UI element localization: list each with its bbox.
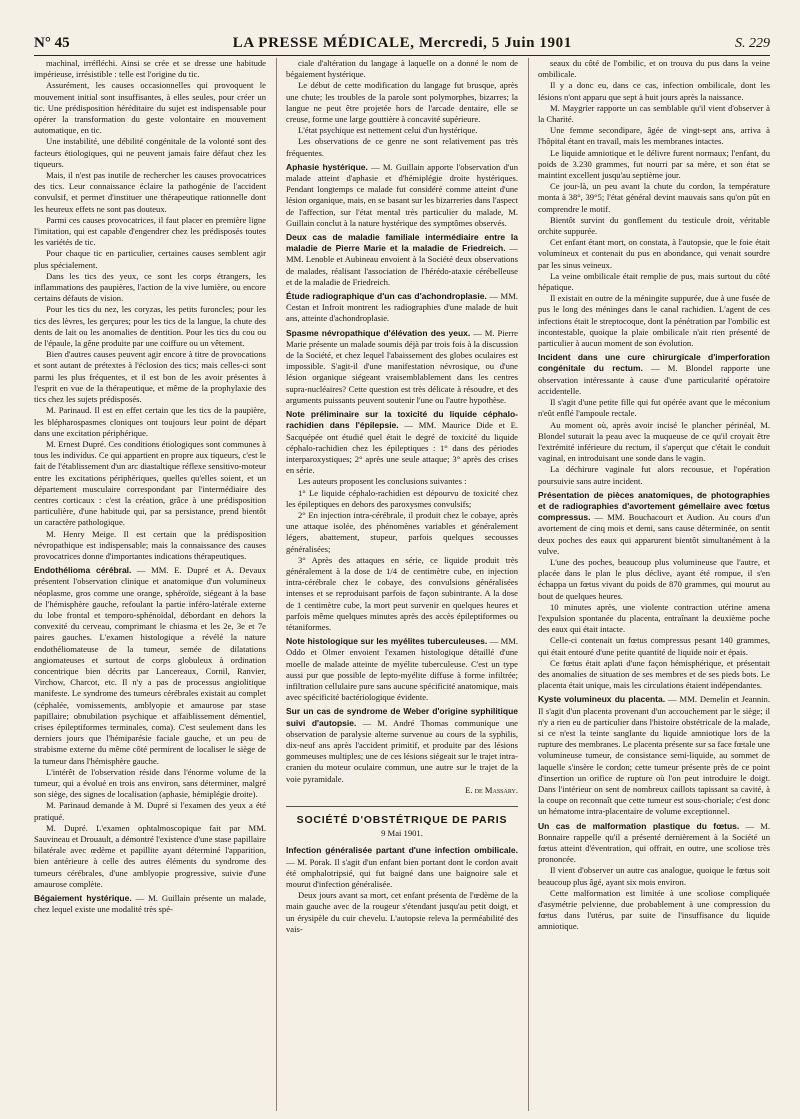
section-heading: Kyste volumineux du placenta. [538,694,666,705]
section-entry [286,706,518,784]
paragraph: La veine ombilicale était remplie de pus, mais surtout du côté hépatique. [538,270,770,293]
paragraph: Parmi ces causes provocatrices, il faut placer en première ligne l'imitation, qui est capable d'engendrer chez les prédisposés toutes les variétés de tic. [34,214,266,248]
paragraph: 1° Le liquide céphalo-rachidien est dépourvu de toxicité chez les épileptiques en dehors des paroxysmes convulsifs; [286,487,518,509]
paragraph: Assurément, les causes occasionnelles qui provoquent le mouvement initial sont insuffisantes, à elles seules, pour créer un tic. Une prédisposition héréditaire du sujet est indispensable pour opérer la transformation du geste volontaire en mouvement automatique, en tic. [34,80,266,136]
paragraph: L'une des poches, beaucoup plus volumineuse que l'autre, et placée dans le plan le plus déclive, ayant été rompue, il s'en échappa un fœtus vivant du poids de 870 grammes, qui mourut au bout de quelques heures. [538,556,770,601]
section-body: — MM. Cestan et Infroit montrent les radiographies d'une malade de huit ans, atteinte d'achondroplasie. [286,291,518,324]
paragraph: ciale d'altération du langage à laquelle on a donné le nom de bégaiement hystérique. [286,58,518,80]
paragraph: Ce jour-là, un peu avant la chute du cordon, la température monta à 38°, 39°5; l'état général devint mauvais sans qu'on pût en comprendre le motif. [538,181,770,214]
section-heading: Note préliminaire sur la toxicité du liquide céphalo-rachidien dans l'épilepsie. [286,409,518,431]
column-middle [276,58,518,1111]
section-entry [538,694,770,817]
section-entry [538,821,770,866]
paragraph: Deux jours avant sa mort, cet enfant présenta de l'œdème de la main gauche avec de la rougeur s'étendant jusqu'au petit doigt, et un érysipèle du cuir chevelu. L'autopsie releva la perméabilité des vais- [286,890,518,934]
paragraph: L'état psychique est nettement celui d'un hystérique. [298,125,478,136]
section-entry [286,409,518,476]
paragraph: Le début de cette modification du langage fut brusque, après une chute; les troubles de la parole sont polymorphes, bizarres; la langue ne peut être projetée hors de l'arcade dentaire, elle se creuse, forme une large gouttière à concavité supérieure. [286,80,518,125]
issue-number: N° 45 [34,35,70,51]
paragraph: L'intérêt de l'observation réside dans l'énorme volume de la tumeur, qui a évolué en trois ans environ, sans déterminer, malgré son siège, des signes de localisation (aphasie, hémiplégie droite). [34,766,266,800]
paragraph: M. Parinaud demande à M. Dupré si l'examen des yeux a été pratiqué. [34,800,266,822]
session-date: 9 Mai 1901. [381,828,423,839]
paragraph: 2° En injection intra-cérébrale, il produit chez le cobaye, après une attaque isolée, des phénomènes variables et généralement légers, abattement, stupeur, parfois quelques secousses généralisées; [286,509,518,554]
section-entry [538,490,770,557]
section-heading: Bégaiement hystérique. [34,893,132,904]
section-entry [286,232,518,288]
paragraph: 3° Après des attaques en série, ce liquide produit très généralement à la dose de 1/4 de centimètre cube, en injection intra-cérébrale chez le cobaye, des convulsions généralisées intenses et se reproduisant parfois de façon subintrante. A la dose de 1 centimètre cube, la mort peut survenir en quelques heures et parfois même quelques minutes après des accès épileptiformes ou tétaniformes. [286,554,518,632]
section-heading: Spasme névropathique d'élévation des yeux. [286,327,471,338]
society-heading: SOCIÉTÉ D'OBSTÉTRIQUE DE PARIS [286,806,518,826]
text-columns [34,58,770,1111]
section-heading: Endothélioma cérébral. [34,565,132,576]
paragraph: M. Henry Meige. Il est certain que la prédisposition névropathique est indispensable; mais la connaissance des causes provocatrices donne d'importantes indications thérapeutiques. [34,528,266,561]
section-heading: Présentation de pièces anatomiques, de photographies et de radiographies d'avortement gémellaire avec fœtus compressus. [538,489,770,523]
paragraph: 10 minutes après, une violente contraction utérine amena l'expulsion spontanée du placenta, entraînant la deuxième poche des eaux qui était intacte. [538,601,770,635]
section-body: — MM. Oddo et Olmer envoient l'examen histologique détaillé d'une moelle de malade atteinte de myélite tuberculeuse. C'est un type aussi pur que possible de lepto-myélite diffuse à forme infiltrée; infiltration cellulaire pure sans aucune spécificité anatomique, mais avec spécificité bactériologique évidente. [286,636,518,703]
paragraph: Les auteurs proposent les conclusions suivantes : [298,476,467,487]
paragraph: Une instabilité, une débilité congénitale de la volonté sont des facteurs étiologiques, qui ne peuvent jamais faire défaut chez les tiqueurs. [34,136,266,169]
section-heading: Sur un cas de syndrome de Weber d'origine syphilitique suivi d'autopsie. [286,706,518,728]
paragraph: M. Maygrier rapporte un cas semblable qu'il vient d'observer à la Charité. [538,102,770,125]
column-right [528,58,770,1111]
section-heading: Note histologique sur les myélites tuberculeuses. [286,636,488,647]
journal-title: LA PRESSE MÉDICALE, Mercredi, 5 Juin 1901 [232,35,572,51]
section-body: — M. Blondel rapporte une observation intéressante à cause d'une particularité opératoire accidentelle. [538,363,770,396]
section-body: — M. Guillain apporte l'observation d'un malade atteint d'aphasie et d'hémiplégie droite hystériques. Pendant longtemps ce malade fut considéré comme atteint d'une lésion organique, mais, en se basant sur les bizarreries dans l'aspect de l'affection, sur l'état mental très particulier du malade, M. Guillain conclut à la nature hystérique des symptômes observés. [286,161,518,228]
section-body: — M. Pierre Marie présente un malade soumis déjà par trois fois à la discussion de la Société, et chez lequel l'abaissement des globes oculaires est impossible. S'agit-il d'une manifestation névrosique, ou d'une lésion organique siégeant vraisemblablement dans les centres supra-nucléaires? Cette question est très délicate à résoudre, et des arguments puissants peuvent soutenir l'une ou l'autre hypothèse. [286,327,518,405]
section-entry [286,328,518,406]
paragraph: Il vient d'observer un autre cas analogue, quoique le fœtus soit beaucoup plus âgé, ayant six mois environ. [538,865,770,887]
paragraph: Il existait en outre de la méningite suppurée, due à une fusée de pus le long des méninges dans le canal rachidien. L'agent de ces infections était le streptocoque, dont la pénétration par l'ombilic est incontestable, quoique la plaie ombilicale n'ait rien présenté de particulier à aucun moment de son évolution. [538,293,770,349]
section-body: — MM. Lenoble et Aubineau envoient à la Société deux observations de malades, réalisant l'association de l'hérédo-ataxie cérébelleuse et de la maladie de Friedreich. [286,243,518,287]
paragraph: La déchirure vaginale fut alors recousue, et l'opération poursuivie sans autre incident. [538,464,770,486]
paragraph: seaux du côté de l'ombilic, et on trouva du pus dans la veine ombilicale. [538,58,770,80]
section-entry [34,565,266,767]
paragraph: Il s'agit d'une petite fille qui fut opérée avant que le méconium n'eût enflé l'ampoule rectale. [538,397,770,419]
paragraph: Il y a donc eu, dans ce cas, infection ombilicale, dont les lésions n'ont apparu que sept à huit jours après la naissance. [538,80,770,102]
section-body: — M. Porak. Il s'agit d'un enfant bien portant dont le cordon avait été omphalotripsié, qui fut baigné dans une baignoire sale et mourut d'infection généralisée. [286,856,518,890]
author-signature: E. de Massary. [465,784,518,795]
section-body: — MM. E. Dupré et A. Devaux présentent l'observation clinique et anatomique d'un volumineux néoplasme, gros comme une orange, sphéroïde, siégeant à la base de l'hémisphère gauche, refoulant la partie inféro-latérale externe du lobe frontal et temporo-sphénoïdal, débordant en dehors la convexité du cerveau, comprimant le chiasma et les 2e, 3e et 7e paires gauches. L'examen histologique a révélé la nature endothéliomateuse de la tumeur, semée de dilatations angiomateuses et surtout de corps globuleux à ordination concentrique bien décrits par Lancereaux, Cornil, Ranvier, Virchow, Charcot, etc. Il n'y a pas de processus angiolitique manifeste. Le syndrome des tumeurs cérébrales existait au complet (céphalée, vomissements, amblyopie et amaurose par stase papillaire; obnubilation psychique et affaiblissement démentiel, crises épileptiformes terminales, coma). C'est seulement dans les derniers jours que l'hémiparésie faciale gauche, et un peu de strabisme externe du même côté permirent de localiser le siège de la tumeur dans l'hémisphère gauche. [34,565,266,766]
section-body: — MM. Demelin et Jeannin. Il s'agit d'un placenta provenant d'un accouchement par le siège; il n'y a rien eu de particulier dans l'histoire obstétricale de la malade, si ce n'est la teinte sanglante du liquide amniotique lors de la rupture des membranes. Le placenta présente sur sa face fœtale une volumineuse tumeur, de consistance semi-liquide, au sommet de laquelle s'insère le cordon; cette tumeur présente près de ce point d'insertion un orifice de rupture où l'on peut introduire le doigt. Dans l'intérieur on sent de nombreux caillots tapissant sa cavité, à la coupe on reconnaît que cette tumeur est sous-choriale; c'est donc un hématome intra-placentaire de volume exceptionnel. [538,694,770,817]
section-entry [34,893,266,915]
paragraph: Dans les tics des yeux, ce sont les corps étrangers, les inflammations des paupières, l'action de la vive lumière, ou encore certains défauts de vision. [34,270,266,304]
section-body: — M. André Thomas communique une observation de paralysie alterne survenue au cours de la syphilis, dix-neuf ans après l'accident primitif, et produite par des lésions gommeuses multiples; une de ces lésions siégeait sur le trajet intra-cranien du moteur oculaire commun, une autre sur le trajet de la voie pyramidale. [286,717,518,784]
paragraph: Pour les tics du nez, les coryzas, les petits furoncles; pour les tics des lèvres, les gerçures; pour les tics de la langue, la chute des dents de lait ou les anomalies de dentition. Pour les tics du cou ou de l'épaule, la gêne produite par une coiffure ou un vêtement. [34,304,266,349]
paragraph: Cette malformation est limitée à une scoliose compliquée d'asymétrie pelvienne, due probablement à une compression du fœtus dans l'utérus, par suite de l'insuffisance du liquide amniotique. [538,887,770,932]
paragraph: Au moment où, après avoir incisé le plancher périnéal, M. Blondel suturait la peau avec la muqueuse de ce qu'il croyait être l'extrémité inférieure du rectum, il s'aperçut que c'était le conduit vaginal, en introduisant une sonde dans le vagin. [538,419,770,464]
section-body: — MM. Bouchacourt et Audion. Au cours d'un avortement de cinq mois et demi, sans cause déterminée, on sentit deux poches des eaux qui apparurent bientôt simultanément à la vulve. [538,512,770,556]
paragraph: M. Parinaud. Il est en effet certain que les tics de la paupière, les blépharospasmes cloniques ont toujours leur point de départ dans une excitation périphérique. [34,405,266,438]
paragraph: Bientôt survint du gonflement du testicule droit, véritable orchite suppurée. [538,214,770,237]
running-header [34,24,770,56]
paragraph: Ce fœtus était aplati d'une façon hémisphérique, et présentait des anomalies de situation de ses membres et de ses pieds bots. Le placenta était unique, mais les circulations étaient indépendantes. [538,657,770,691]
paragraph: Les observations de ce genre ne sont relativement pas très fréquentes. [286,136,518,158]
section-entry [286,162,518,229]
paragraph: Mais, il n'est pas inutile de rechercher les causes provocatrices des tics. Leur connaissance éclaire la pathogénie de l'accident convulsif, et permet d'instituer une thérapeutique rationnelle dont les heureux effets ne sont pas douteux. [34,170,266,214]
section-heading: Aphasie hystérique. [286,161,368,172]
paragraph: machinal, irréfléchi. Ainsi se crée et se dresse une habitude impérieuse, irrésistible : telle est l'origine du tic. [34,58,266,80]
column-left [34,58,266,1111]
section-entry [286,291,518,325]
page-folio: S. 229 [734,36,770,51]
paragraph: M. Dupré. L'examen ophtalmoscopique fait par MM. Sauvineau et Drouault, a démontré l'existence d'une stase papillaire bilatérale avec œdème et papillite ayant déterminé l'apparition, bien antérieure à celle des autres éléments du syndrome des tumeurs cérébrales, d'une amblyopie progressive, suivie d'une amaurose complète. [34,822,266,889]
paragraph: Celle-ci contenait un fœtus compressus pesant 140 grammes, qui était entouré d'une petite quantité de liquide noir et épais. [538,635,770,657]
section-entry [538,352,770,397]
section-heading: Infection généralisée partant d'une infection ombilicale. [286,845,518,856]
section-body: — M. Guillain présente un malade, chez lequel existe une modalité très spé- [34,893,266,915]
section-heading: Un cas de malformation plastique du fœtus. [538,820,740,831]
paragraph: Pour chaque tic en particulier, certaines causes semblent agir plus spécialement. [34,248,266,270]
section-heading: Incident dans une cure chirurgicale d'imperforation congénitale du rectum. [538,352,770,374]
section-body: — MM. Maurice Dide et E. Sacquépée ont étudié quel était le degré de toxicité du liquide céphalo-rachidien chez les épileptiques : 1° dans des périodes interparoxystiques; 2° après une seule attaque; 3° après des crises en série. [286,420,518,476]
section-entry [286,845,518,890]
paragraph: Cet enfant étant mort, on constata, à l'autopsie, que le foie était volumineux et contenait du pus en abondance, qui venait sourdre par les sinus veineux. [538,237,770,270]
section-body: — M. Bonnaire rappelle qu'il a présenté dernièrement à la Société un fœtus atteint d'éventration, qui offrait, en outre, une scoliose très prononcée. [538,820,770,865]
paragraph: M. Ernest Dupré. Ces conditions étiologiques sont communes à tous les individus. Ce qui appartient en propre aux tiqueurs, c'est le fait de l'établissement d'un arc diastaltique réflexe sensitivo-moteur entre les excitations périphériques, quelles qu'elles soient, et un département musculaire correspondant par l'intermédiaire des centres corticaux : c'est la création, grâce à une prédisposition particulière, d'une habitude qui, par sa persistance, prend bientôt un caractère pathologique. [34,438,266,528]
section-entry [286,636,518,703]
paragraph: Une femme secondipare, âgée de vingt-sept ans, arriva à l'hôpital étant en travail, mais les membranes intactes. [538,125,770,147]
section-heading: Étude radiographique d'un cas d'achondroplasie. [286,291,487,302]
paragraph: Bien d'autres causes peuvent agir encore à titre de provocations et sont autant de prétextes à l'éclosion des tics; mais celles-ci sont parmi les plus fréquentes, et il est bon de les avoir présentes à l'esprit en vue de la thérapeutique, et même de la prophylaxie des tics chez les sujets prédisposés. [34,349,266,405]
section-heading: Deux cas de maladie familiale intermédiaire entre la maladie de Pierre Marie et la maladie de Friedreich. [286,232,518,254]
paragraph: Le liquide amniotique et le délivre furent normaux; l'enfant, du poids de 3.230 grammes, fut nourri par sa mère, et son état se maintint excellent jusqu'au septième jour. [538,147,770,181]
